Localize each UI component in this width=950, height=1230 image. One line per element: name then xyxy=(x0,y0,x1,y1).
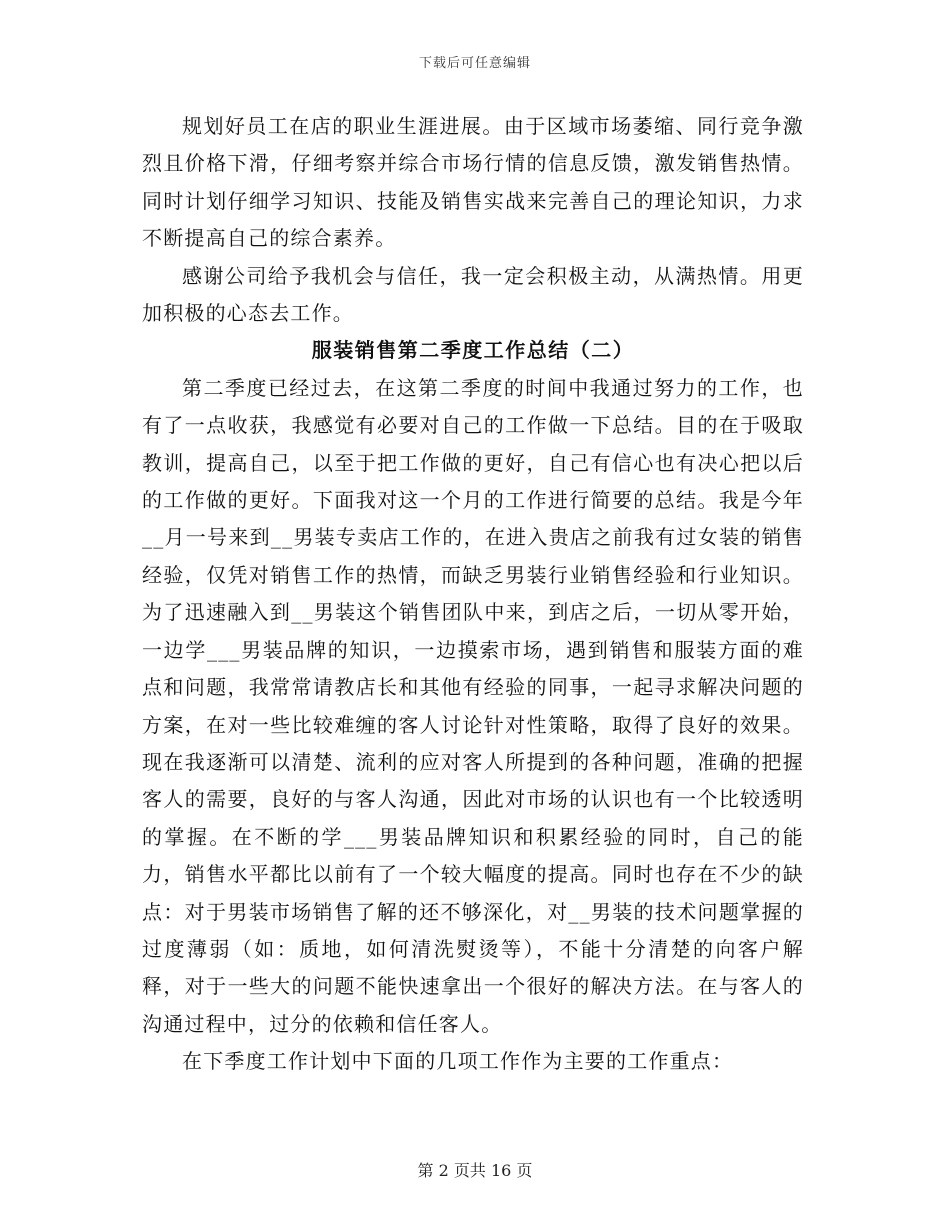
paragraph-career-planning: 规划好员工在店的职业生涯进展。由于区域市场萎缩、同行竞争激烈且价格下滑，仔细考察并综合市场行情的信息反馈，激发销售热情。同时计划仔细学习知识、技能及销售实战来完善自己的理论知识，力求不断提高自己的综合素养。 xyxy=(142,114,804,251)
paragraph-next-plan: 在下季度工作计划中下面的几项工作作为主要的工作重点： xyxy=(182,1049,734,1074)
paragraph-summary: 第二季度已经过去，在这第二季度的时间中我通过努力的工作，也有了一点收获，我感觉有必要对自己的工作做一下总结。目的在于吸取教训，提高自己，以至于把工作做的更好，自己有信心也有决心把以后的工作做的更好。下面我对这一个月的工作进行简要的总结。我是今年__月一号来到__男装专卖店工作的，在进入贵店之前我有过女装的销售经验，仅凭对销售工作的热情，而缺乏男装行业销售经验和行业知识。为了迅速融入到__男装这个销售团队中来，到店之后，一切从零开始，一边学___男装品牌的知识，一边摸索市场，遇到销售和服装方面的难点和问题，我常常请教店长和其他有经验的同事，一起寻求解决问题的方案，在对一些比较难缠的客人讨论针对性策略，取得了良好的效果。现在我逐渐可以清楚、流利的应对客人所提到的各种问题，准确的把握客人的需要，良好的与客人沟通，因此对市场的认识也有一个比较透明的掌握。在不断的学___男装品牌知识和积累经验的同时，自己的能力，销售水平都比以前有了一个较大幅度的提高。同时也存在不少的缺点：对于男装市场销售了解的还不够深化，对__男装的技术问题掌握的过度薄弱（如：质地，如何清洗熨烫等），不能十分清楚的向客户解释，对于一些大的问题不能快速拿出一个很好的解决方法。在与客人的沟通过程中，过分的依赖和信任客人。 xyxy=(142,375,804,1036)
page-number: 第 2 页共 16 页 xyxy=(417,1161,533,1180)
paragraph-thanks: 感谢公司给予我机会与信任，我一定会积极主动，从满热情。用更加积极的心态去工作。 xyxy=(142,263,804,326)
page-header: 下载后可任意编辑 xyxy=(418,56,531,71)
document-body xyxy=(142,108,804,1081)
section-heading: 服装销售第二季度工作总结（二） xyxy=(311,338,635,363)
